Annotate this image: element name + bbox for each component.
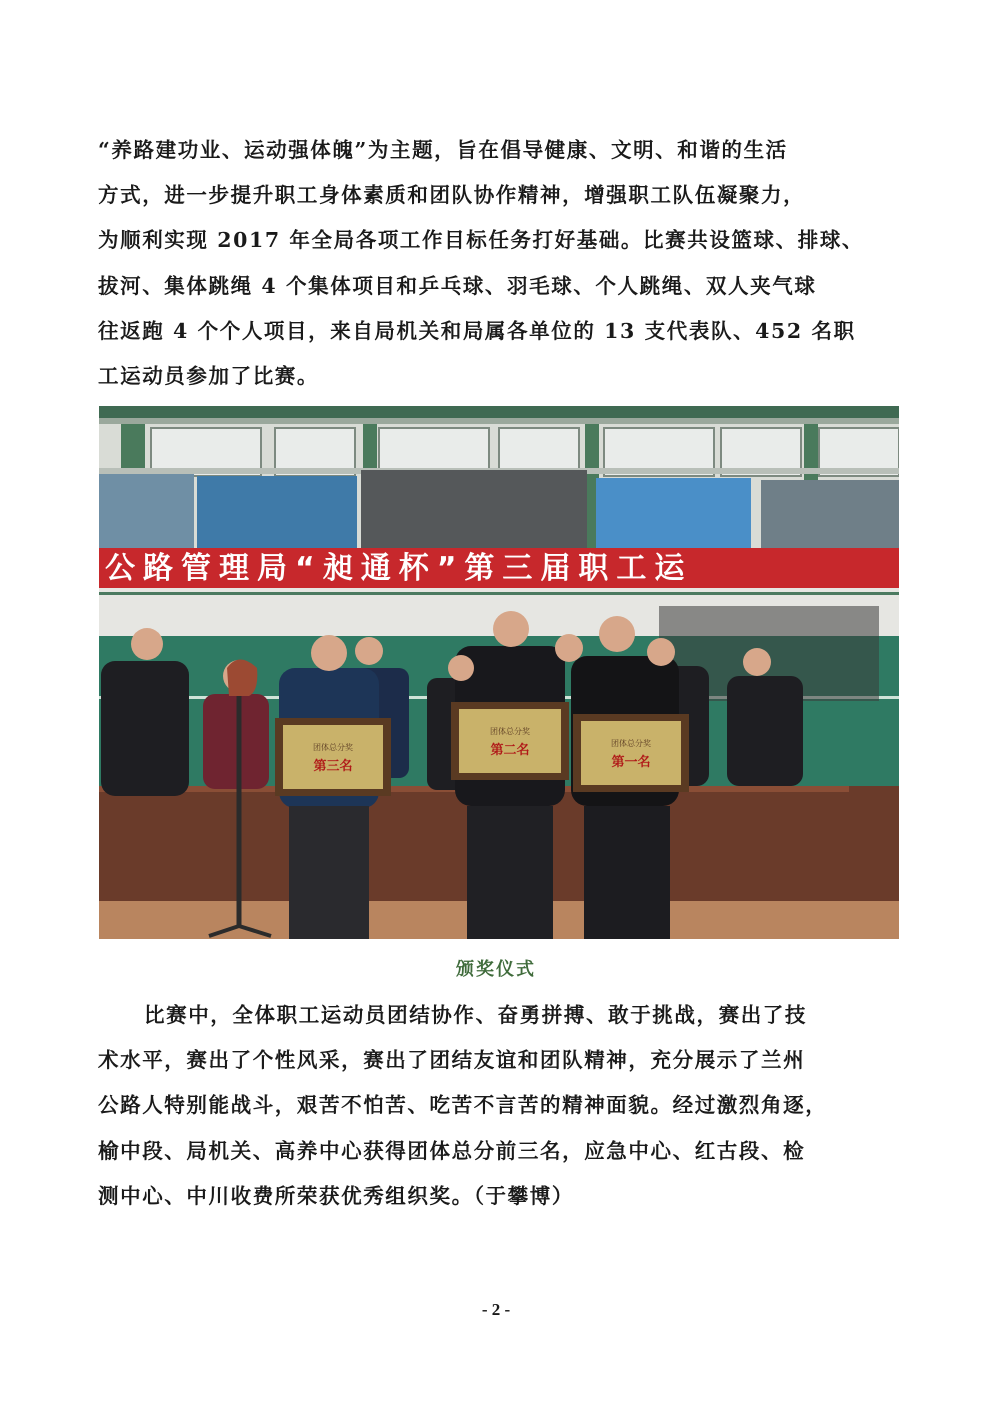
text-line: 比赛中，全体职工运动员团结协作、奋勇拼搏、敢于挑战，赛出了技 [144, 1003, 807, 1027]
svg-text:第一名: 第一名 [611, 755, 651, 770]
svg-text:团体总分奖: 团体总分奖 [611, 739, 651, 748]
plaque-first [573, 714, 689, 792]
page-number: - 2 - [481, 1300, 511, 1319]
text-line: 方式，进一步提升职工身体素质和团队协作精神，增强职工队伍凝聚力， [98, 183, 806, 208]
text-line: “养路建功业、运动强体魄”为主题，旨在倡导健康、文明、和谐的生活 [98, 138, 788, 162]
plaque-third [275, 718, 391, 796]
text-line: 为顺利实现 2017 年全局各项工作目标任务打好基础。比赛共设篮球、排球、 [98, 228, 865, 253]
text-line: 往返跑 4 个个人项目，来自局机关和局属各单位的 13 支代表队、452 名职 [98, 318, 856, 343]
text-line: 拔河、集体跳绳 4 个集体项目和乒乓球、羽毛球、个人跳绳、双人夹气球 [98, 273, 817, 298]
svg-text:团体总分奖: 团体总分奖 [490, 727, 530, 736]
photo-caption: 颁奖仪式 [456, 959, 536, 980]
svg-text:第二名: 第二名 [490, 743, 530, 758]
plaque-second [451, 702, 569, 780]
award-ceremony-photo [99, 406, 899, 939]
svg-text:第三名: 第三名 [313, 759, 353, 774]
text-line: 榆中段、局机关、高养中心获得团体总分前三名，应急中心、红古段、检 [98, 1138, 806, 1163]
paragraph-intro [98, 128, 898, 399]
text-line: 术水平，赛出了个性风采，赛出了团结友谊和团队精神，充分展示了兰州 [98, 1048, 806, 1073]
banner-text: 公路管理局“昶通杯”第三届职工运 [105, 551, 693, 586]
paragraph-results [98, 993, 898, 1219]
text-line: 测中心、中川收费所荣获优秀组织奖。（于攀博） [98, 1183, 574, 1208]
svg-text:团体总分奖: 团体总分奖 [313, 743, 353, 752]
text-line: 工运动员参加了比赛。 [98, 364, 319, 389]
text-line: 公路人特别能战斗，艰苦不怕苦、吃苦不言苦的精神面貌。经过激烈角逐， [98, 1093, 828, 1118]
